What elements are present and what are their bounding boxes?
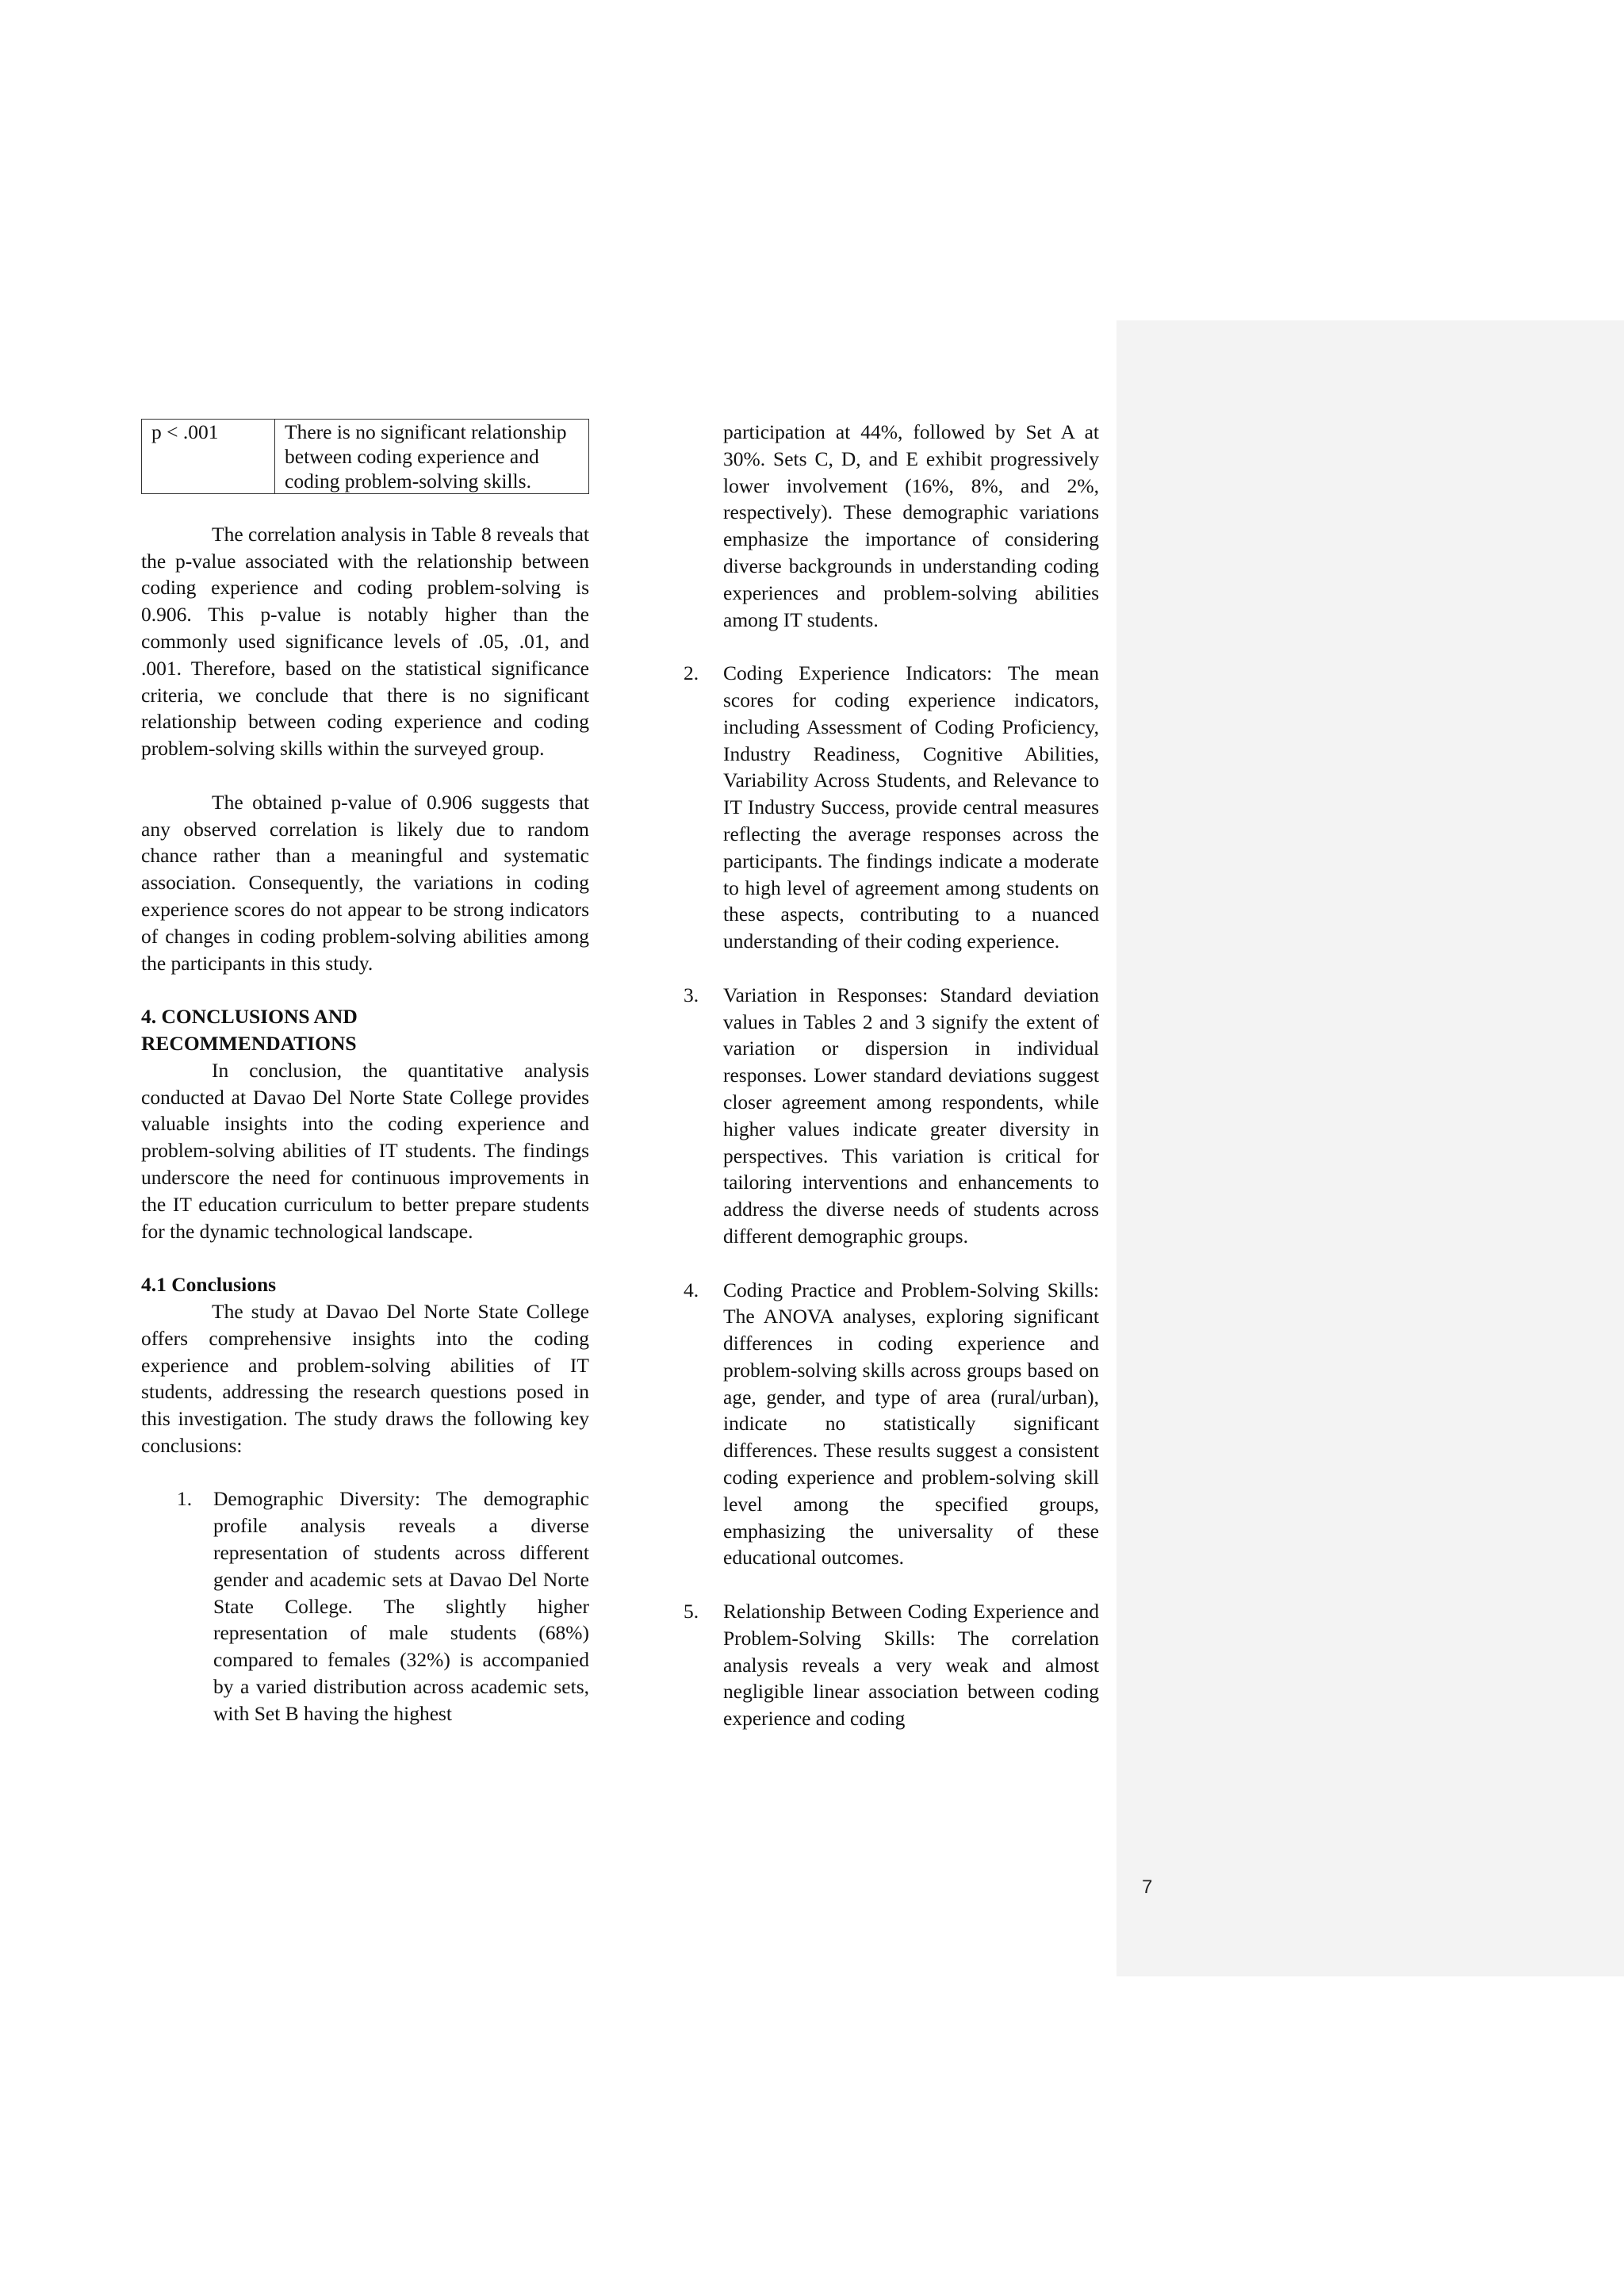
- paragraph: The correlation analysis in Table 8 reveals that the p-value associated with the relationship between coding experience and coding problem-solving is 0.906. This p-value is notably higher than the commonly used significance levels of .05, .01, and .001. Therefore, based on the statistical significance criteria, we conclude that there is no significant relationship between coding experience and coding problem-solving skills within the surveyed group.: [141, 522, 589, 761]
- list-item-text: Demographic Diversity: The demographic profile analysis reveals a diverse representation of students across different gender and academic sets at Davao Del Norte State College. The slightly higher representation of male students (68%) compared to females (32%) is accompanied by a varied distribution across academic sets, with Set B having the highest: [213, 1487, 589, 1725]
- list-item-number: 2.: [684, 661, 699, 685]
- table-cell-interpretation: There is no significant relationship between coding experience and coding problem-solving skills.: [275, 420, 589, 494]
- conclusions-list-continued: [684, 660, 1099, 1732]
- right-column: [684, 419, 1099, 1732]
- list-item: [141, 1485, 589, 1727]
- subsection-heading: 4.1 Conclusions: [141, 1273, 277, 1297]
- table-row: [142, 420, 589, 494]
- correlation-table: [141, 419, 589, 494]
- list-item-text: Variation in Responses: Standard deviation values in Tables 2 and 3 signify the extent of variation or dispersion in individual responses. Lower standard deviations suggest closer agreement among respondents, while higher values indicate greater diversity in perspectives. This variation is critical for tailoring interventions and enhancements to address the diverse needs of students across different demographic groups.: [723, 983, 1099, 1248]
- list-item: [684, 982, 1099, 1250]
- list-item-continuation: participation at 44%, followed by Set A at 30%. Sets C, D, and E exhibit progressively lower involvement (16%, 8%, and 2%, respectively). These demographic variations emphasize the importance of considering diverse backgrounds in understanding coding experiences and problem-solving abilities among IT students.: [723, 420, 1099, 631]
- list-item: [684, 660, 1099, 955]
- section-heading-line: RECOMMENDATIONS: [141, 1031, 357, 1055]
- list-item-number: 3.: [684, 983, 699, 1006]
- page-number: 7: [1142, 1876, 1153, 1898]
- list-item-number: 5.: [684, 1600, 699, 1623]
- list-item: [684, 1598, 1099, 1732]
- comment-pane: [1116, 320, 1624, 1976]
- section-heading: [141, 1003, 589, 1057]
- list-item: [684, 1277, 1099, 1572]
- list-item-text: Relationship Between Coding Experience and Problem-Solving Skills: The correlation analysis reveals a very weak and almost negligible linear association between coding experience and coding: [723, 1600, 1099, 1731]
- conclusions-list: [141, 1485, 589, 1727]
- left-column: [141, 419, 589, 1727]
- section-heading-line: 4. CONCLUSIONS AND: [141, 1005, 358, 1029]
- paragraph: In conclusion, the quantitative analysis conducted at Davao Del Norte State College provides valuable insights into the coding experience and problem-solving abilities of IT students. The findings underscore the need for continuous improvements in the IT education curriculum to better prepare students for the dynamic technological landscape.: [141, 1058, 589, 1243]
- list-item-number: 4.: [684, 1278, 699, 1301]
- list-item-text: Coding Practice and Problem-Solving Skills: The ANOVA analyses, exploring significant differences in coding experience and problem-solving skills across groups based on age, gender, and type of area (rural/urban), indicate no statistically significant differences. These results suggest a consistent coding experience and problem-solving skill level among the specified groups, emphasizing the universality of these educational outcomes.: [723, 1278, 1099, 1570]
- paragraph: The study at Davao Del Norte State College offers comprehensive insights into the coding experience and problem-solving abilities of IT students, addressing the research questions posed in this investigation. The study draws the following key conclusions:: [141, 1299, 589, 1457]
- list-item-text: Coding Experience Indicators: The mean scores for coding experience indicators, including Assessment of Coding Proficiency, Industry Readiness, Cognitive Abilities, Variability Across Students, and Relevance to IT Industry Success, provide central measures reflecting the average responses across the participants. The findings indicate a moderate to high level of agreement among students on these aspects, contributing to a nuanced understanding of their coding experience.: [723, 661, 1099, 953]
- list-item-number: 1.: [177, 1487, 193, 1511]
- paragraph: The obtained p-value of 0.906 suggests that any observed correlation is likely due to random chance rather than a meaningful and systematic association. Consequently, the variations in coding experience scores do not appear to be strong indicators of changes in coding problem-solving abilities among the participants in this study.: [141, 790, 589, 975]
- table-cell-pvalue: p < .001: [142, 420, 275, 494]
